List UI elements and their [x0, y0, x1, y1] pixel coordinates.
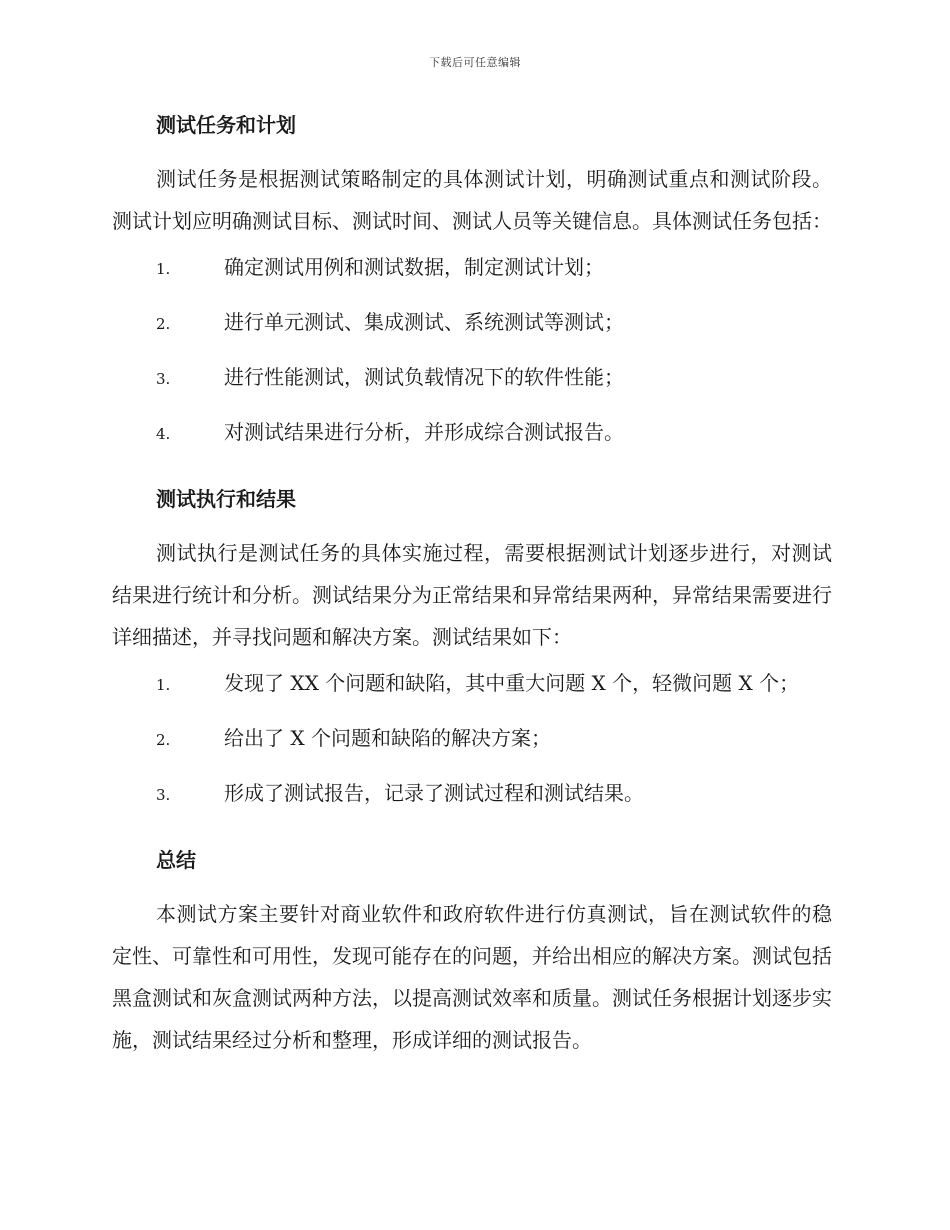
- list-number: 3.: [156, 370, 171, 388]
- task-list: [112, 252, 832, 472]
- section-test-execution: [112, 484, 832, 833]
- list-text: 给出了 X 个问题和缺陷的解决方案；: [224, 726, 551, 750]
- list-text: 确定测试用例和测试数据，制定测试计划；: [224, 255, 604, 279]
- list-item: [112, 307, 832, 362]
- list-number: 2.: [156, 731, 171, 749]
- list-text: 进行单元测试、集成测试、系统测试等测试；: [224, 310, 624, 334]
- list-item: [112, 723, 832, 778]
- section-paragraph: 本测试方案主要针对商业软件和政府软件进行仿真测试，旨在测试软件的稳定性、可靠性和可用性，发现可能存在的问题，并给出相应的解决方案。测试包括黑盒测试和灰盒测试两种方法，以提高测试效率和质量。测试任务根据计划逐步实施，测试结果经过分析和整理，形成详细的测试报告。: [112, 902, 832, 1052]
- section-paragraph: 测试任务是根据测试策略制定的具体测试计划，明确测试重点和测试阶段。测试计划应明确测试目标、测试时间、测试人员等关键信息。具体测试任务包括：: [112, 167, 832, 233]
- list-number: 3.: [156, 786, 171, 804]
- list-item: [112, 362, 832, 417]
- section-heading: 测试任务和计划: [156, 113, 296, 137]
- list-number: 1.: [156, 676, 171, 694]
- list-text: 发现了 XX 个问题和缺陷，其中重大问题 X 个，轻微问题 X 个；: [224, 671, 800, 695]
- header-note: 下载后可任意编辑: [429, 56, 521, 69]
- list-item: [112, 668, 832, 723]
- section-heading: 总结: [156, 848, 196, 872]
- list-number: 4.: [156, 425, 171, 443]
- list-item: [112, 252, 832, 307]
- section-heading: 测试执行和结果: [156, 487, 296, 511]
- document-body: [112, 110, 832, 1071]
- list-number: 1.: [156, 260, 171, 278]
- list-number: 2.: [156, 315, 171, 333]
- section-summary: [112, 845, 832, 1061]
- result-list: [112, 668, 832, 833]
- list-text: 对测试结果进行分析，并形成综合测试报告。: [224, 420, 624, 444]
- section-test-tasks: [112, 110, 832, 472]
- list-item: [112, 417, 832, 472]
- list-text: 形成了测试报告，记录了测试过程和测试结果。: [224, 781, 644, 805]
- list-text: 进行性能测试，测试负载情况下的软件性能；: [224, 365, 624, 389]
- section-paragraph: 测试执行是测试任务的具体实施过程，需要根据测试计划逐步进行，对测试结果进行统计和分析。测试结果分为正常结果和异常结果两种，异常结果需要进行详细描述，并寻找问题和解决方案。测试结果如下：: [112, 541, 832, 649]
- list-item: [112, 778, 832, 833]
